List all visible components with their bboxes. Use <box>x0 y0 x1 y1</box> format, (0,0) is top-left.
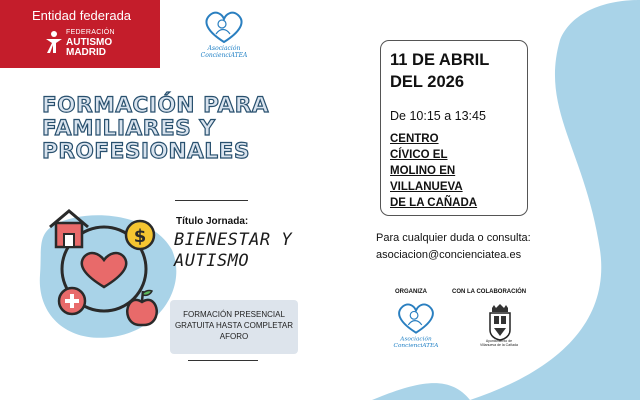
info-line3: AFORO <box>219 332 249 341</box>
association-name-line1: Asociación <box>207 45 241 52</box>
federation-line3: MADRID <box>66 47 106 58</box>
contact-block <box>376 230 531 264</box>
organiza-assoc-line2: ConcienciATEA <box>393 343 439 350</box>
event-place-line3: MOLINO EN <box>390 165 456 177</box>
main-title <box>42 94 342 163</box>
event-date-line2: DEL 2026 <box>390 73 464 91</box>
title-line1: FORMACIÓN PARA <box>42 93 270 118</box>
contact-line: Para cualquier duda o consulta: <box>376 232 531 244</box>
info-box <box>170 300 298 354</box>
event-place-line2: CÍVICO EL <box>390 149 448 161</box>
title-line3: PROFESIONALES <box>42 139 251 164</box>
event-time: De 10:15 a 13:45 <box>390 109 486 123</box>
association-name-line2: ConcienciATEA <box>200 52 248 59</box>
wellbeing-illustration <box>32 205 182 340</box>
federation-line2: AUTISMO <box>66 37 113 48</box>
event-place-line5: DE LA CAÑADA <box>390 197 478 209</box>
federation-banner <box>0 0 160 68</box>
ayuntamiento-line2: Villanueva de la Cañada <box>480 343 518 347</box>
dollar-coin-icon <box>126 221 154 249</box>
jornada-title-line2: AUTISMO <box>174 251 250 271</box>
federation-logo-icon <box>44 30 64 54</box>
title-line2: FAMILIARES Y <box>42 116 216 141</box>
ayuntamiento-text <box>474 339 524 347</box>
organiza-assoc-line1: Asociación <box>400 336 432 343</box>
health-plus-icon <box>59 288 85 314</box>
jornada-label: Título Jornada: <box>176 216 249 227</box>
info-line2: GRATUITA HASTA COMPLETAR <box>174 321 294 330</box>
info-line1: FORMACIÓN PRESENCIAL <box>183 310 285 319</box>
event-box <box>380 40 528 216</box>
federation-line1: FEDERACIÓN <box>66 29 115 36</box>
jornada-title <box>174 230 292 272</box>
event-date-line1: 11 DE ABRIL <box>390 51 490 69</box>
association-logo-organiza <box>385 298 447 350</box>
contact-email[interactable]: asociacion@concienciatea.es <box>376 249 522 261</box>
divider-top <box>175 200 248 201</box>
organiza-label: ORGANIZA <box>395 289 427 295</box>
event-place <box>390 131 477 211</box>
svg-text:$: $ <box>133 226 147 247</box>
entity-label: Entidad federada <box>32 8 132 23</box>
ayuntamiento-line1: Ayuntamiento de <box>485 339 513 343</box>
event-place-line1: CENTRO <box>390 133 439 145</box>
divider-bottom <box>188 360 258 361</box>
event-date <box>390 49 489 93</box>
event-place-line4: VILLANUEVA <box>390 181 463 193</box>
colaboracion-label: CON LA COLABORACIÓN <box>452 289 527 295</box>
jornada-title-line1: BIENESTAR Y <box>174 230 293 250</box>
association-logo <box>192 6 256 60</box>
